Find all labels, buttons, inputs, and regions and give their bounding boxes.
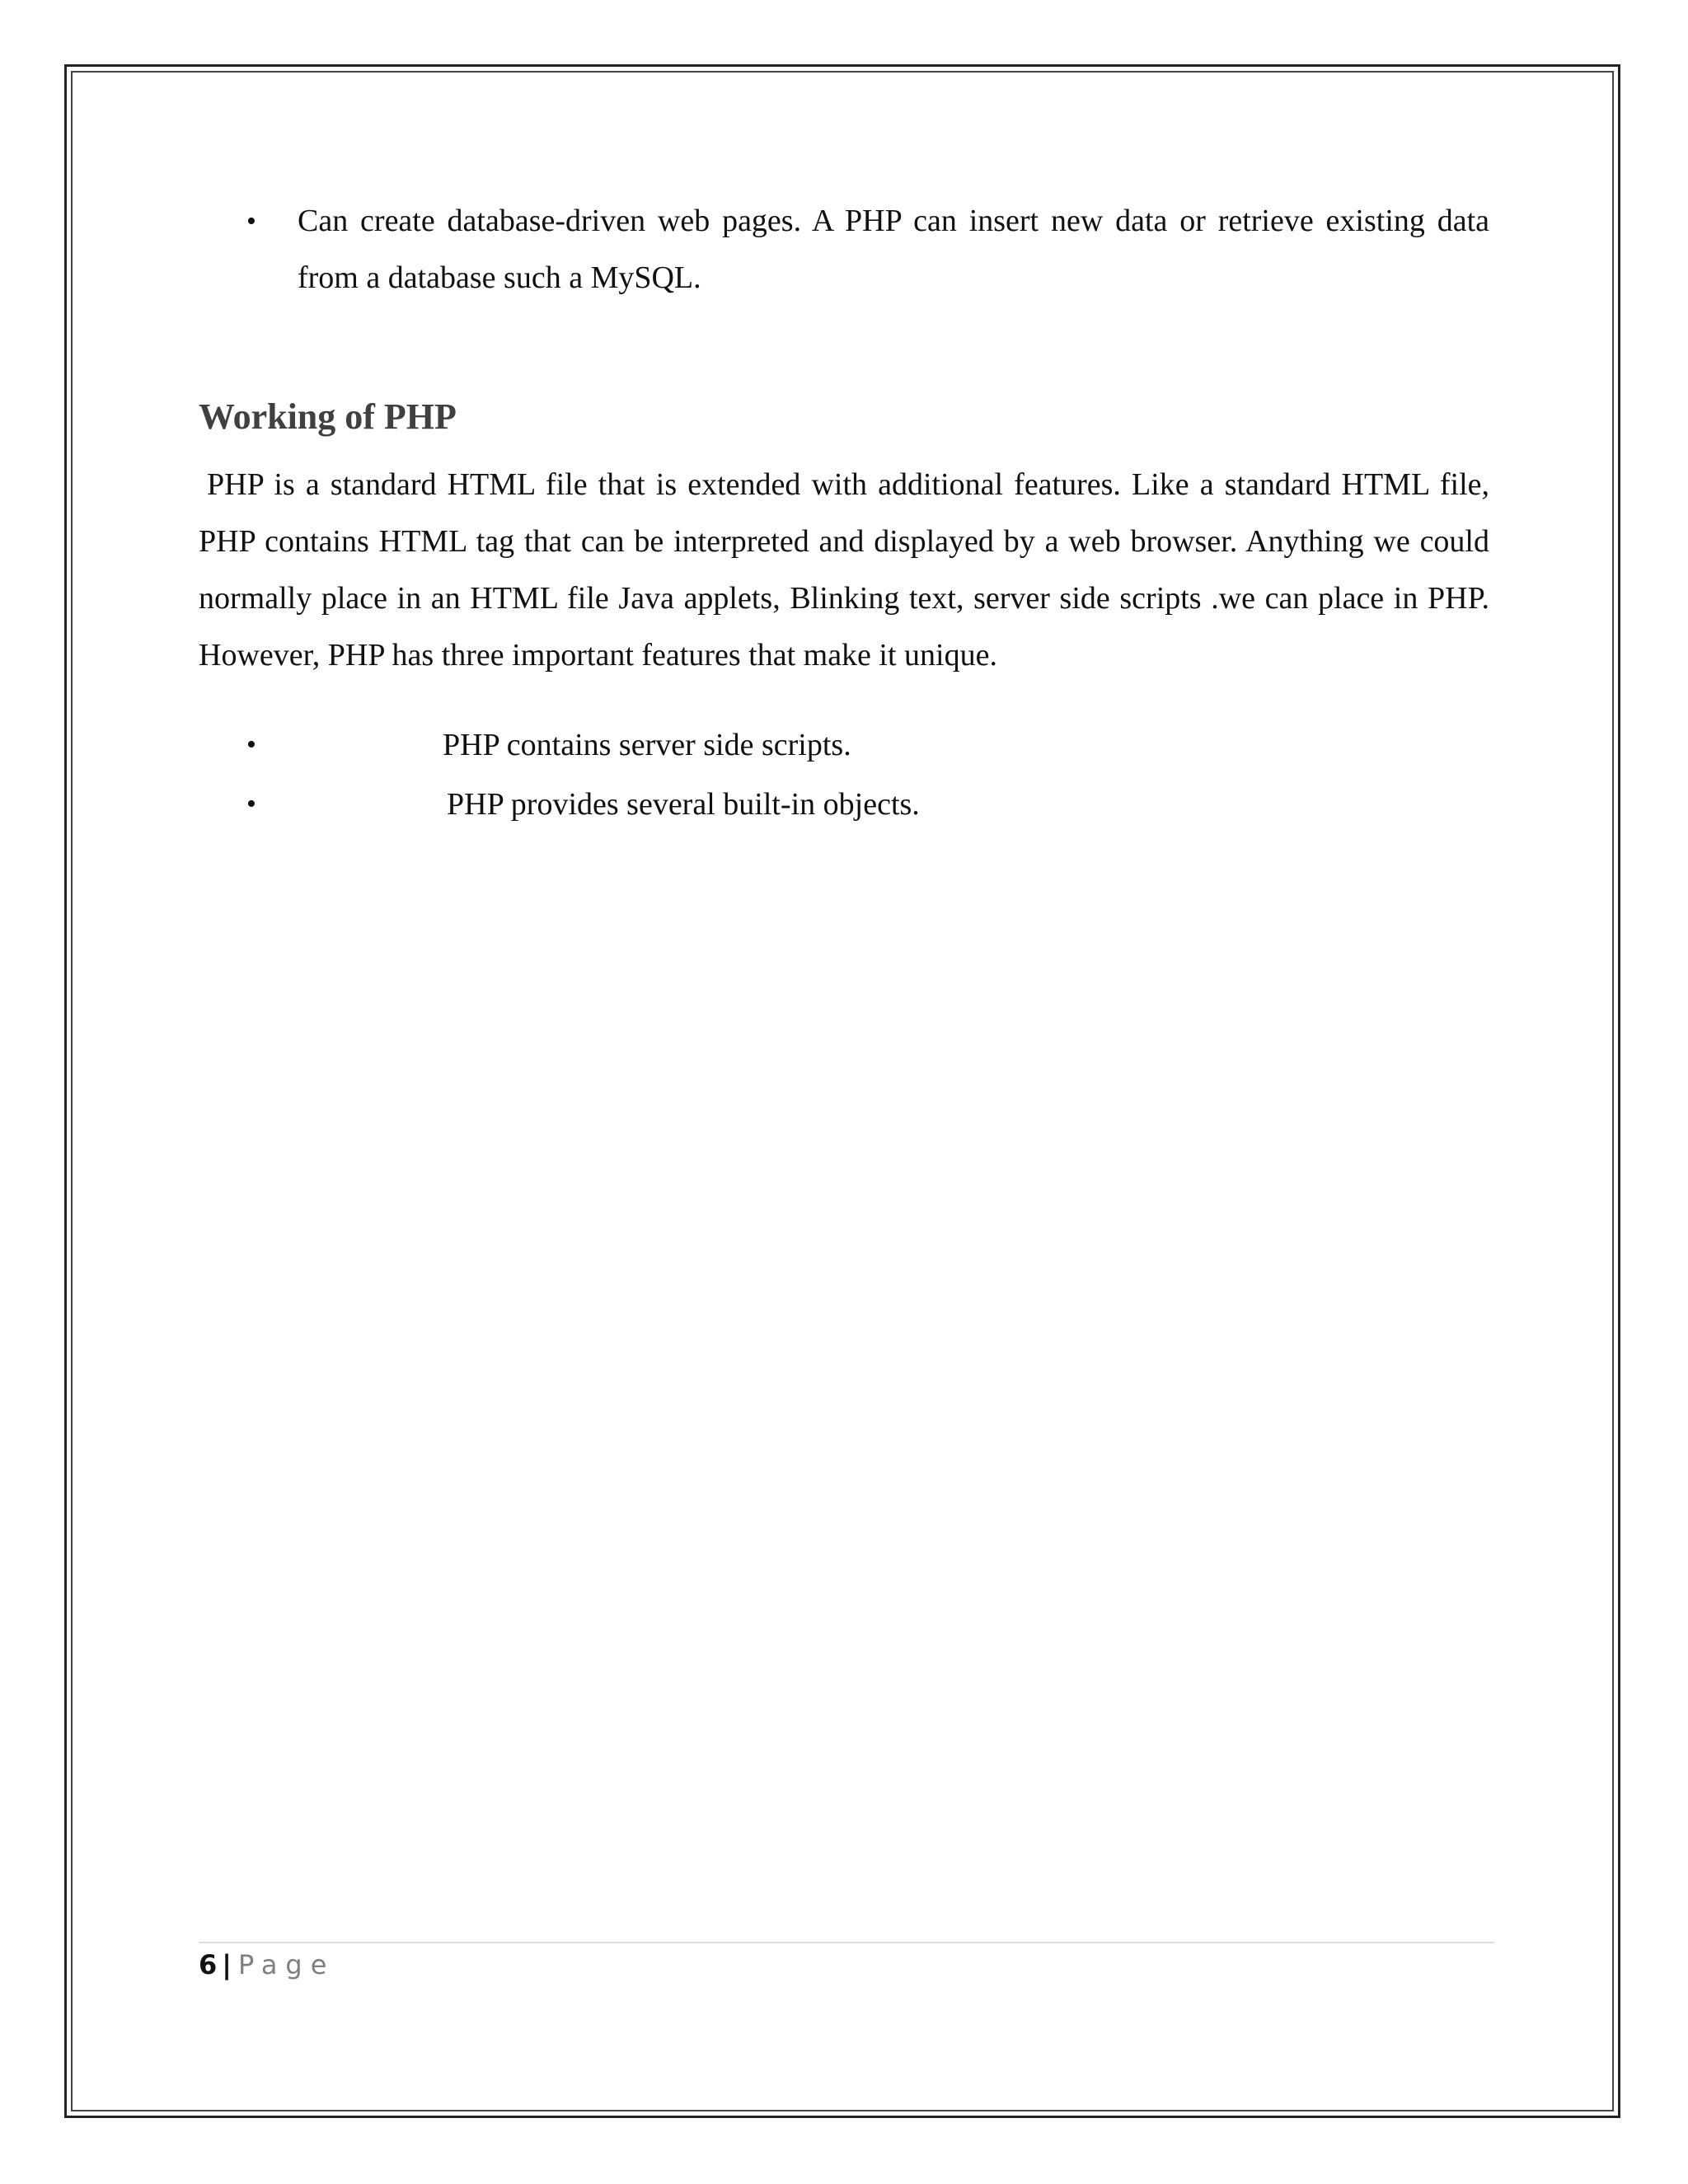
feature-text: PHP provides several built-in objects. bbox=[447, 787, 920, 822]
feature-list-item bbox=[199, 715, 1489, 775]
bullet-icon: • bbox=[246, 789, 256, 819]
intro-bullet-text: Can create database-driven web pages. A PHP can insert new data or retrieve existing data from a database such a MySQL. bbox=[298, 204, 1489, 295]
feature-list-item bbox=[199, 775, 1489, 834]
section-heading: Working of PHP bbox=[199, 396, 457, 437]
feature-text: PHP contains server side scripts. bbox=[443, 728, 851, 762]
page-border-inner bbox=[71, 71, 1614, 2111]
intro-bullet-item bbox=[199, 193, 1489, 307]
section-paragraph: PHP is a standard HTML file that is extended with additional features. Like a standard HTML file, PHP contains HTML tag that can be interpreted and displayed by a web browser. Anything we could normally place in an HTML file Java applets, Blinking text, server side scripts .we can place in PHP. However, PHP has three important features that make it unique. bbox=[199, 467, 1489, 673]
feature-list bbox=[199, 715, 1489, 834]
footer-divider bbox=[199, 1942, 1494, 1943]
page-label: Page bbox=[237, 1949, 335, 1980]
page-footer bbox=[199, 1947, 335, 1983]
page-number: 6 bbox=[199, 1949, 218, 1980]
bullet-icon: • bbox=[246, 729, 256, 760]
footer-separator: | bbox=[222, 1949, 232, 1980]
bullet-icon: • bbox=[246, 206, 256, 237]
